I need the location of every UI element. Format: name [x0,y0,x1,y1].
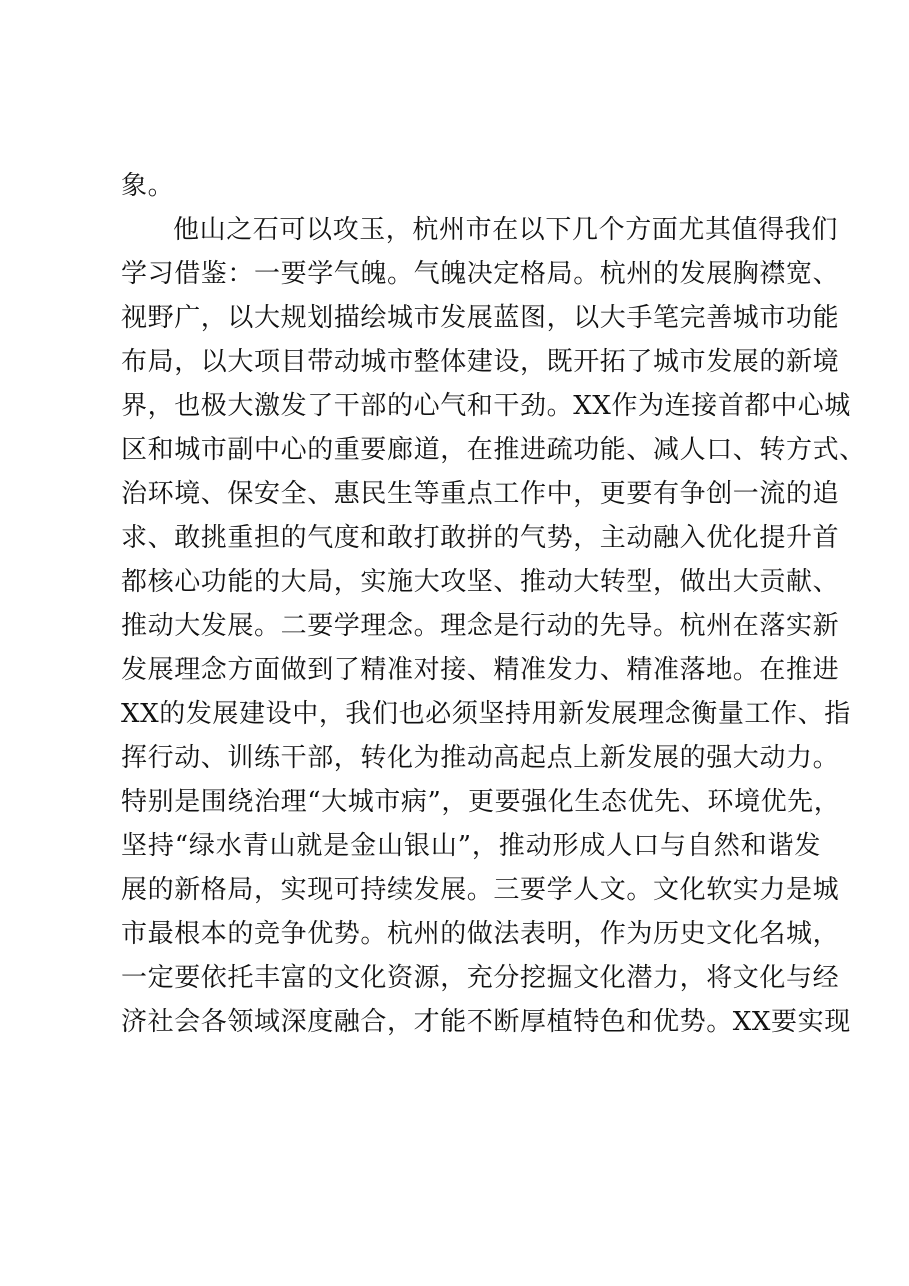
text-line: 学习借鉴：一要学气魄。气魄决定格局。杭州的发展胸襟宽、 [121,259,840,289]
text-line: 区和城市副中心的重要廊道，在推进疏功能、减人口、转方式、 [121,435,866,465]
text-line: 都核心功能的大局，实施大攻坚、推动大转型，做出大贡献、 [121,567,840,597]
text-line: 展的新格局，实现可持续发展。三要学人文。文化软实力是城 [121,875,840,905]
text-line: XX的发展建设中，我们也必须坚持用新发展理念衡量工作、指 [121,699,851,729]
text-line: 济社会各领域深度融合，才能不断厚植特色和优势。XX要实现 [121,1007,851,1037]
text-line: 推动大发展。二要学理念。理念是行动的先导。杭州在落实新 [121,611,840,641]
text-line: 坚持“绿水青山就是金山银山”，推动形成人口与自然和谐发 [121,831,821,861]
text-line: 特别是围绕治理“大城市病”，更要强化生态优先、环境优先， [121,787,841,817]
text-line: 象。 [121,171,175,201]
text-line: 挥行动、训练干部，转化为推动高起点上新发展的强大动力。 [121,743,840,773]
text-line: 一定要依托丰富的文化资源，充分挖掘文化潜力，将文化与经 [121,963,840,993]
text-line: 视野广，以大规划描绘城市发展蓝图，以大手笔完善城市功能 [121,303,840,333]
document-body [121,164,866,1044]
text-line: 发展理念方面做到了精准对接、精准发力、精准落地。在推进 [121,655,840,685]
text-line: 他山之石可以攻玉，杭州市在以下几个方面尤其值得我们 [173,215,839,245]
text-line: 布局，以大项目带动城市整体建设，既开拓了城市发展的新境 [121,347,840,377]
text-line: 治环境、保安全、惠民生等重点工作中，更要有争创一流的追 [121,479,840,509]
text-line: 求、敢挑重担的气度和敢打敢拼的气势，主动融入优化提升首 [121,523,840,553]
text-line: 市最根本的竞争优势。杭州的做法表明，作为历史文化名城， [121,919,840,949]
text-line: 界，也极大激发了干部的心气和干劲。XX作为连接首都中心城 [121,391,851,421]
